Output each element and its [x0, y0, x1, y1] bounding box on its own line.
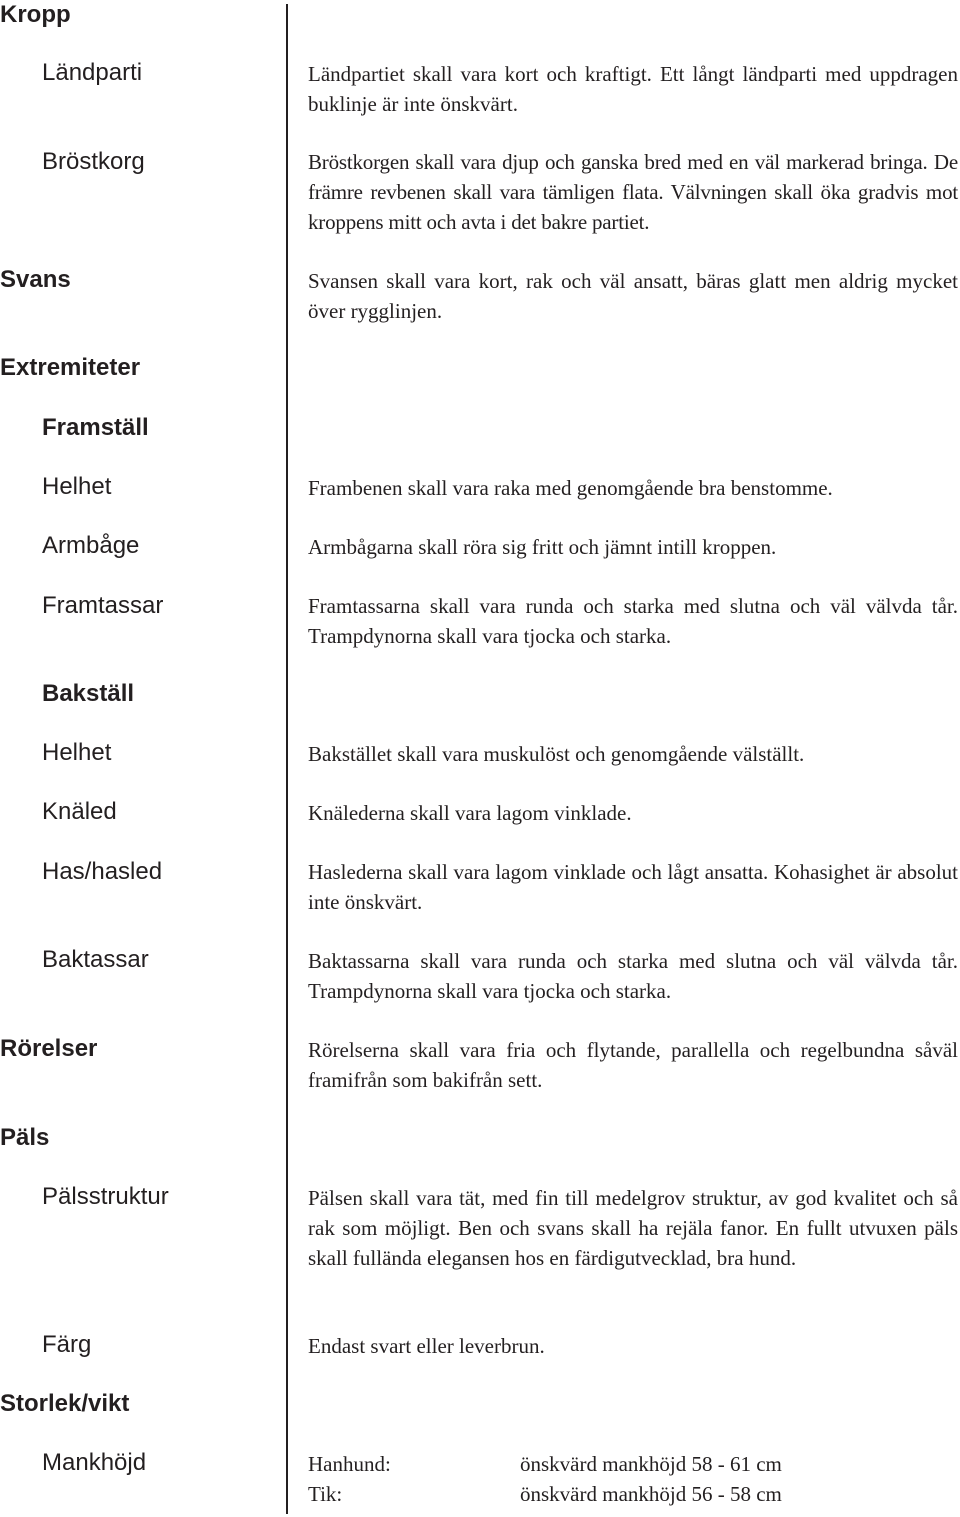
text-knaled: Knälederna skall vara lagom vinklade. — [308, 801, 632, 825]
text-farg: Endast svart eller leverbrun. — [308, 1334, 545, 1358]
label-landparti: Ländparti — [42, 59, 143, 86]
text-svans: Svansen skall vara kort, rak och väl ansatt, bäras glatt men aldrig mycket över rygglinjen. — [308, 269, 958, 323]
label-brostkorg: Bröstkorg — [42, 148, 145, 175]
section-heading-extremiteter: Extremiteter — [0, 354, 141, 381]
size-key: Tik: — [308, 1482, 343, 1506]
section-heading-storlek: Storlek/vikt — [0, 1390, 130, 1417]
subsection-heading-framstall: Framställ — [42, 414, 149, 441]
label-palsstruktur: Pälsstruktur — [42, 1183, 169, 1210]
label-knaled: Knäled — [42, 798, 117, 825]
text-rorelser: Rörelserna skall vara fria och flytande, parallella och regelbundna såväl framifrån som bakifrån sett. — [308, 1038, 958, 1092]
text-hasled: Haslederna skall vara lagom vinklade och lågt ansatta. Kohasighet är absolut inte önskvärt. — [308, 860, 958, 914]
label-fram-helhet: Helhet — [42, 473, 112, 500]
label-armbage: Armbåge — [42, 532, 140, 559]
size-value: önskvärd mankhöjd 56 - 58 cm — [520, 1482, 782, 1506]
size-row-tik — [308, 1479, 782, 1509]
text-baktassar: Baktassarna skall vara runda och starka med slutna och väl välvda tår. Trampdynorna skall vara tjocka och starka. — [308, 949, 958, 1003]
subsection-heading-bakstall: Bakställ — [42, 680, 135, 707]
label-baktassar: Baktassar — [42, 946, 149, 973]
text-bak-helhet: Bakstället skall vara muskulöst och genomgående välställt. — [308, 742, 805, 766]
size-table — [308, 1449, 782, 1509]
text-landparti: Ländpartiet skall vara kort och kraftigt. Ett långt ländparti med uppdragen buklinje är inte önskvärt. — [308, 62, 958, 116]
section-heading-pals: Päls — [0, 1124, 50, 1151]
size-key: Hanhund: — [308, 1452, 391, 1476]
section-heading-svans: Svans — [0, 266, 71, 293]
text-fram-helhet: Frambenen skall vara raka med genomgående bra benstomme. — [308, 476, 833, 500]
size-row-hanhund — [308, 1449, 782, 1479]
label-mankhojd: Mankhöjd — [42, 1449, 147, 1476]
text-armbage: Armbågarna skall röra sig fritt och jämnt intill kroppen. — [308, 535, 777, 559]
label-framtassar: Framtassar — [42, 592, 164, 619]
label-farg: Färg — [42, 1331, 92, 1358]
text-framtassar: Framtassarna skall vara runda och starka med slutna och väl välvda tår. Trampdynorna skall vara tjocka och starka. — [308, 594, 958, 648]
text-brostkorg: Bröstkorgen skall vara djup och ganska bred med en väl markerad bringa. De främre revbenen skall vara tämligen flata. Välvningen skall öka gradvis mot kroppens mitt och avta i det bakre partiet. — [308, 150, 958, 234]
label-bak-helhet: Helhet — [42, 739, 112, 766]
column-divider — [286, 4, 288, 1514]
text-palsstruktur: Pälsen skall vara tät, med fin till medelgrov struktur, av god kvalitet och så rak som möjligt. Ben och svans skall ha rejäla fanor. En fullt utvuxen päls skall fullända elegansen hos en färdigutvecklad, bra hund. — [308, 1186, 958, 1270]
section-heading-kropp: Kropp — [0, 1, 71, 28]
size-value: önskvärd mankhöjd 58 - 61 cm — [520, 1452, 782, 1476]
label-hasled: Has/hasled — [42, 858, 163, 885]
section-heading-rorelser: Rörelser — [0, 1035, 98, 1062]
